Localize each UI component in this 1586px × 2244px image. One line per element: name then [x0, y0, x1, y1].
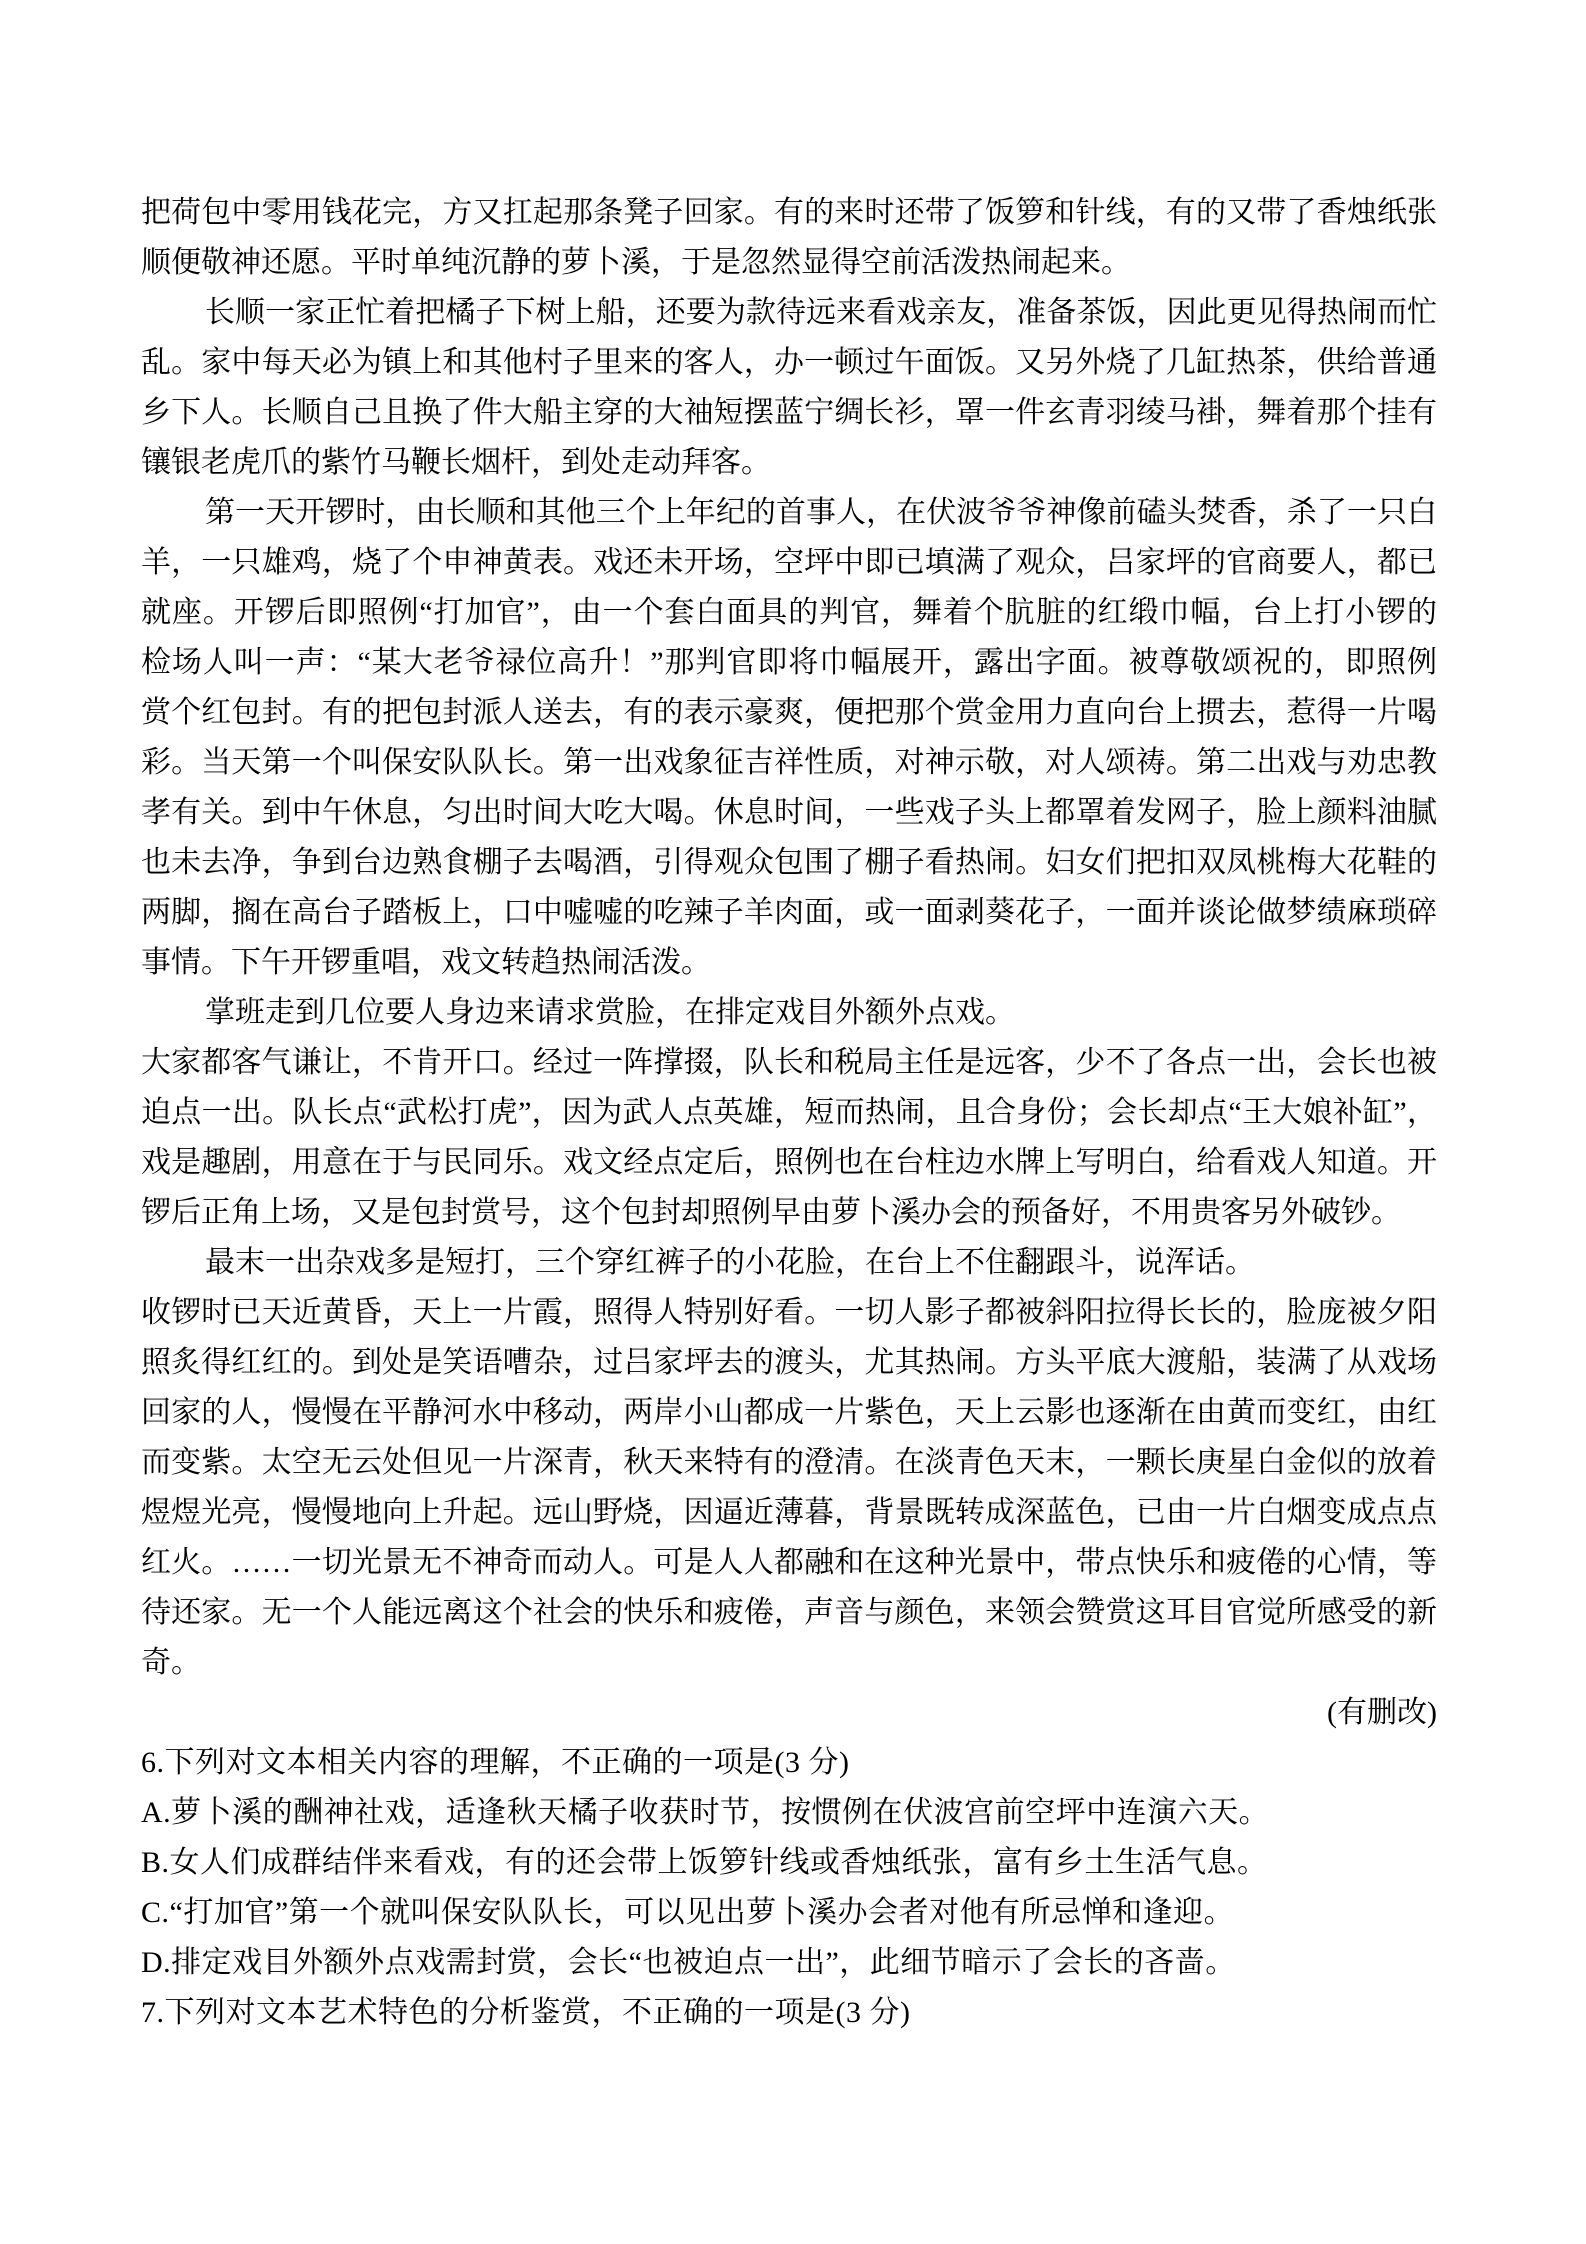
passage-line: 戏是趣剧，用意在于与民同乐。戏文经点定后，照例也在台柱边水牌上写明白，给看戏人知道。开 — [141, 1146, 1437, 1179]
passage-line: 检场人叫一声：“某大老爷禄位高升！”那判官即将巾幅展开，露出字面。被尊敬颂祝的，即照例 — [141, 646, 1437, 679]
question-7-stem: 7.下列对文本艺术特色的分析鉴赏，不正确的一项是(3 分) — [141, 1996, 911, 2029]
passage-line: 也未去净，争到台边熟食棚子去喝酒，引得观众包围了棚子看热闹。妇女们把扣双凤桃梅大花鞋的 — [141, 846, 1437, 879]
passage-line: 第一天开锣时，由长顺和其他三个上年纪的首事人，在伏波爷爷神像前磕头焚香，杀了一只白 — [205, 496, 1437, 529]
reading-passage — [141, 188, 1437, 1738]
passage-line: 把荷包中零用钱花完，方又扛起那条凳子回家。有的来时还带了饭箩和针线，有的又带了香烛纸张 — [141, 196, 1437, 229]
passage-line: 而变紫。太空无云处但见一片深青，秋天来特有的澄清。在淡青色天末，一颗长庚星白金似的放着 — [141, 1446, 1437, 1479]
passage-line: 待还家。无一个人能远离这个社会的快乐和疲倦，声音与颜色，来领会赞赏这耳目官觉所感受的新 — [141, 1596, 1437, 1629]
passage-line: 两脚，搁在高台子踏板上，口中嘘嘘的吃辣子羊肉面，或一面剥葵花子，一面并谈论做梦绩麻琐碎 — [141, 896, 1437, 929]
passage-line: 就座。开锣后即照例“打加官”，由一个套白面具的判官，舞着个肮脏的红缎巾幅，台上打小锣的 — [141, 596, 1437, 629]
passage-line: 煜煜光亮，慢慢地向上升起。远山野烧，因逼近薄暮，背景既转成深蓝色，已由一片白烟变成点点 — [141, 1496, 1437, 1529]
question-6-option-b: B.女人们成群结伴来看戏，有的还会带上饭箩针线或香烛纸张，富有乡土生活气息。 — [141, 1846, 1268, 1879]
passage-line: 锣后正角上场，又是包封赏号，这个包封却照例早由萝卜溪办会的预备好，不用贵客另外破钞。 — [141, 1196, 1401, 1229]
passage-line: 彩。当天第一个叫保安队队长。第一出戏象征吉祥性质，对神示敬，对人颂祷。第二出戏与劝忠教 — [141, 746, 1437, 779]
questions-section — [141, 1738, 1437, 2038]
question-6-option-a: A.萝卜溪的酬神社戏，适逢秋天橘子收获时节，按惯例在伏波宫前空坪中连演六天。 — [141, 1796, 1270, 1829]
passage-line: 掌班走到几位要人身边来请求赏脸，在排定戏目外额外点戏。 — [205, 996, 1015, 1029]
question-6-stem: 6.下列对文本相关内容的理解，不正确的一项是(3 分) — [141, 1746, 850, 1779]
passage-line: 大家都客气谦让，不肯开口。经过一阵撑掇，队长和税局主任是远客，少不了各点一出，会长也被 — [141, 1046, 1437, 1079]
passage-line: 镶银老虎爪的紫竹马鞭长烟杆，到处走动拜客。 — [141, 446, 771, 479]
question-6-option-d: D.排定戏目外额外点戏需封赏，会长“也被迫点一出”，此细节暗示了会长的吝啬。 — [141, 1946, 1236, 1979]
passage-line: 乡下人。长顺自己且换了件大船主穿的大袖短摆蓝宁绸长衫，罩一件玄青羽绫马褂，舞着那个挂有 — [141, 396, 1437, 429]
passage-line: 赏个红包封。有的把包封派人送去，有的表示豪爽，便把那个赏金用力直向台上掼去，惹得一片喝 — [141, 696, 1437, 729]
passage-line: 迫点一出。队长点“武松打虎”，因为武人点英雄，短而热闹，且合身份；会长却点“王大娘补缸”， — [141, 1096, 1437, 1129]
passage-line: 长顺一家正忙着把橘子下树上船，还要为款待远来看戏亲友，准备茶饭，因此更见得热闹而忙 — [205, 296, 1437, 329]
passage-line: 乱。家中每天必为镇上和其他村子里来的客人，办一顿过午面饭。又另外烧了几缸热茶，供给普通 — [141, 346, 1437, 379]
passage-line: 收锣时已天近黄昏，天上一片霞，照得人特别好看。一切人影子都被斜阳拉得长长的，脸庞被夕阳 — [141, 1296, 1437, 1329]
passage-line: 照炙得红红的。到处是笑语嘈杂，过吕家坪去的渡头，尤其热闹。方头平底大渡船，装满了从戏场 — [141, 1346, 1437, 1379]
passage-line: 红火。……一切光景无不神奇而动人。可是人人都融和在这种光景中，带点快乐和疲倦的心情，等 — [141, 1546, 1437, 1579]
passage-attribution: (有删改) — [1327, 1696, 1437, 1729]
question-6-option-c: C.“打加官”第一个就叫保安队队长，可以见出萝卜溪办会者对他有所忌惮和逢迎。 — [141, 1896, 1235, 1929]
passage-line: 奇。 — [141, 1646, 201, 1679]
passage-line: 羊，一只雄鸡，烧了个申神黄表。戏还未开场，空坪中即已填满了观众，吕家坪的官商要人，都已 — [141, 546, 1437, 579]
passage-line: 孝有关。到中午休息，匀出时间大吃大喝。休息时间，一些戏子头上都罩着发网子，脸上颜料油腻 — [141, 796, 1437, 829]
passage-line: 顺便敬神还愿。平时单纯沉静的萝卜溪，于是忽然显得空前活泼热闹起来。 — [141, 246, 1131, 279]
passage-line: 事情。下午开锣重唱，戏文转趋热闹活泼。 — [141, 946, 711, 979]
document-text-block — [141, 188, 1437, 2038]
passage-line: 回家的人，慢慢在平静河水中移动，两岸小山都成一片紫色，天上云影也逐渐在由黄而变红，由红 — [141, 1396, 1437, 1429]
passage-line: 最末一出杂戏多是短打，三个穿红裤子的小花脸，在台上不住翻跟斗，说浑话。 — [205, 1246, 1255, 1279]
